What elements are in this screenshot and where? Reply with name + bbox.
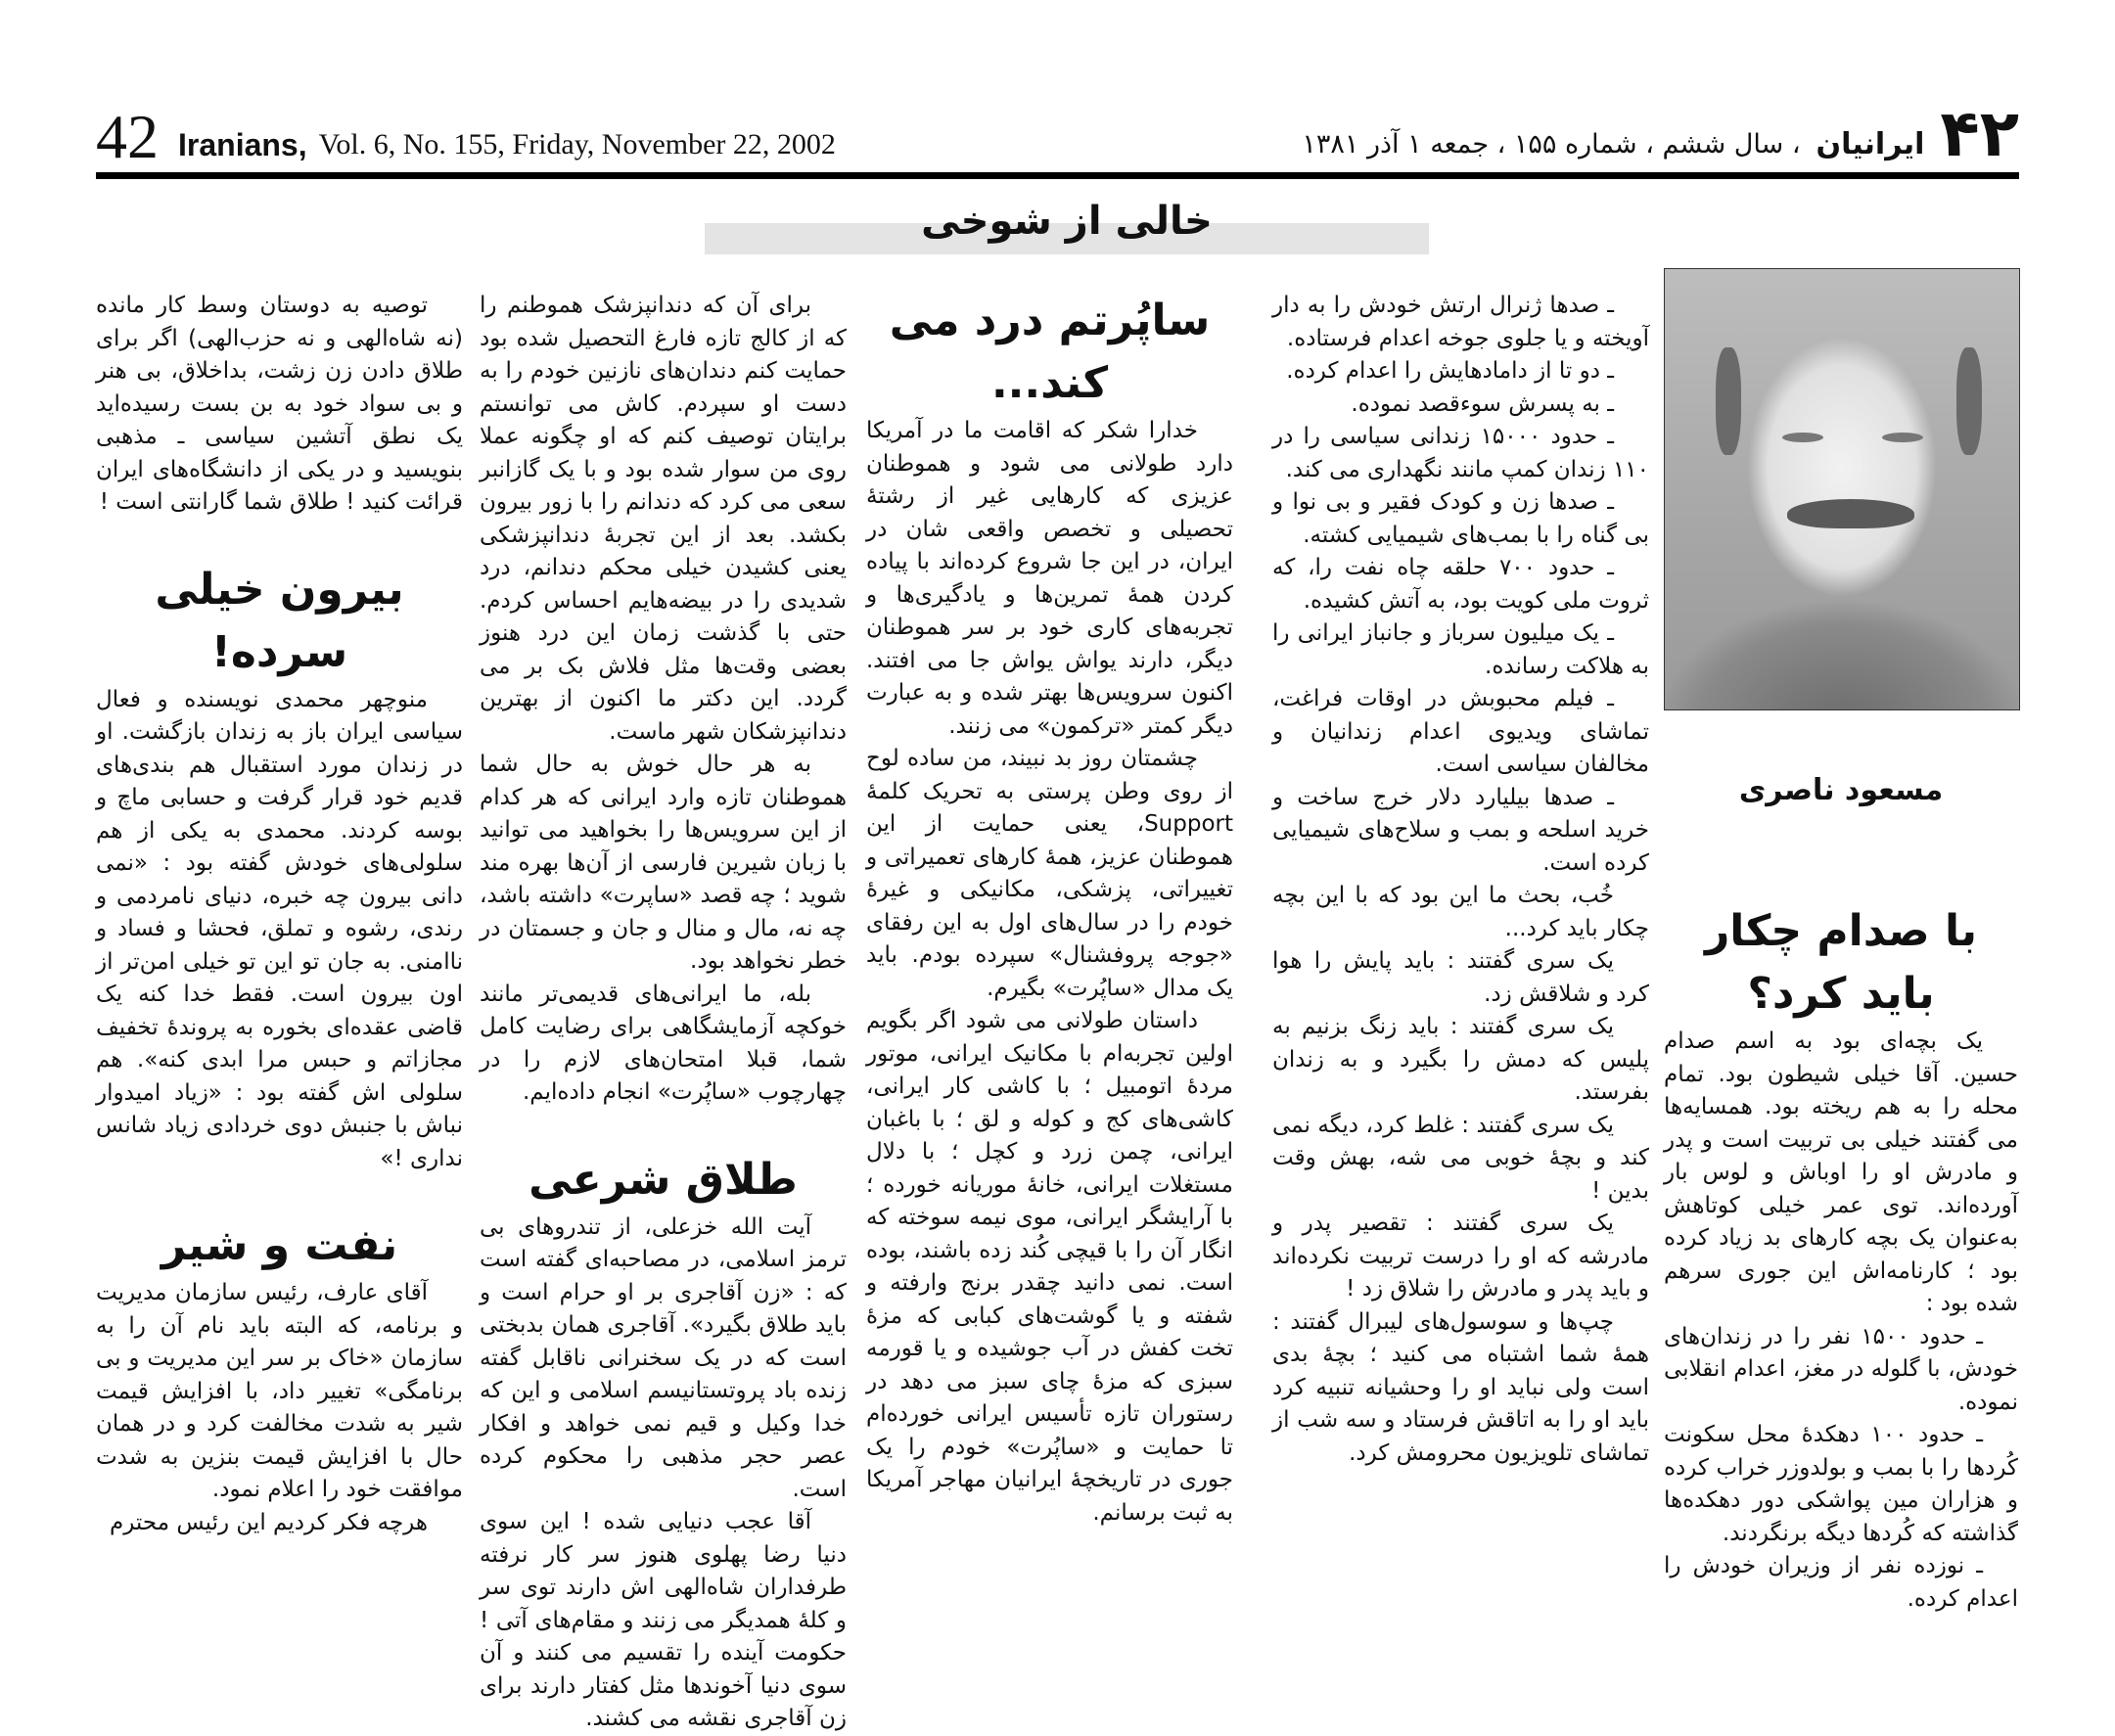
list-item: ـ فیلم محبوبش در اوقات فراغت، تماشای ویدیوی اعدام زندانیان و مخالفان سیاسی است.	[1272, 686, 1649, 777]
article-paragraph: منوچهر محمدی نویسنده و فعال سیاسی ایران باز به زندان بازگشت. او در زندان مورد استقبال هم بندی‌های قدیم خود قرار گرفت و حسابی ماچ و بوسه کردند. محمدی به یکی از هم سلولی‌های خودش گفته بود : «نمی دانی بیرون چه خبره، دنیای نامردمی و رندی، رشوه و تملق، فحشا و فساد و ناامنی. به جان تو این تو خیلی امن‌تر از اون بیرون است. فقط خدا کنه یک قاضی عقده‌ای بخوره به پروندهٔ تخفیف مجازاتم و حبس مرا ابدی کنه». هم سلولی اش گفته بود : «زیاد امیدوار نباش با جنبش دوی خردادی زیاد شانس نداری !»	[96, 686, 463, 1171]
article-paragraph: یک بچه‌ای بود به اسم صدام حسین. آقا خیلی شیطون بود. تمام محله را به هم ریخته بود. همسایه‌ها می گفتند خیلی بی تربیت است و پدر و مادرش او را اوباش و لوس بار آورده‌اند. توی عمر خیلی کوتاهش به‌عنوان یک بچه کارهای بد زیاد کرده بود ؛ کارنامه‌اش این جوری سرهم شده بود :	[1664, 1028, 2018, 1316]
masthead-english	[96, 102, 836, 171]
list-item: ـ نوزده نفر از وزیران خودش را اعدام کرده.	[1664, 1553, 2018, 1612]
article-headline: ساپُرتم درد می کند...	[889, 296, 1211, 408]
list-item: ـ حدود ۱۵۰۰۰ زندانی سیاسی را در ۱۱۰ زندان کمپ مانند نگهداری می کند.	[1272, 424, 1649, 482]
photo-detail	[1882, 433, 1923, 442]
list-item: ـ حدود ۷۰۰ حلقه چاه نفت را، که ثروت ملی کویت بود، به آتش کشیده.	[1272, 555, 1649, 614]
article-paragraph: توصیه به دوستان وسط کار مانده (نه شاه‌الهی و نه حزب‌الهی) اگر برای طلاق دادن زن زشت، بداخلاق، بی هنر و بی سواد خود به بن بست رسیده‌اید یک نطق آتشین سیاسی ـ مذهبی بنویسید و در یکی از دانشگاه‌های ایران قرائت کنید ! طلاق شما گارانتی است !	[96, 293, 463, 515]
page-number: 42	[96, 102, 159, 171]
article-paragraph: برای آن که دندانپزشک هموطنم را که از کالج تازه فارغ التحصیل شده بود حمایت کنم دندان‌های نازنین خودم را به دست او سپردم. کاش می توانستم برایتان توصیف کنم که او چگونه عملا روی من سوار شده بود و با یک گازانبر سعی می کرد که دندانم را با زور بیرون بکشد. بعد از این تجربهٔ دندانپزشکی یعنی کشیدن خیلی محکم دندانم، درد شدیدی را در بیضه‌هایم احساس کردم. حتی با گذشت زمان این درد هنوز بعضی وقت‌ها مثل فلاش بک بر می گردد. این دکتر ما اکنون از بهترین دندانپزشکان شهر ماست.	[480, 293, 847, 745]
article-paragraph: چپ‌ها و سوسول‌های لیبرال گفتند : همهٔ شما اشتباه می کنید ؛ بچهٔ بدی است ولی نباید او را وحشیانه تنبیه کرد باید او را به اتاقش فرستاد و سه شب از تماشای تلویزیون محرومش کرد.	[1272, 1308, 1649, 1466]
article-support	[866, 290, 1233, 1530]
article-headline: نفت و شیر	[161, 1220, 398, 1270]
article-headline: بیرون خیلی سرده!	[155, 564, 404, 677]
list-item: ـ حدود ۱۵۰۰ نفر را در زندان‌های خودش، با گلوله در مغز، اعدام انقلابی نموده.	[1664, 1323, 2018, 1415]
article-headline: با صدام چکار باید کرد؟	[1704, 906, 1978, 1019]
article-paragraph: آقا عجب دنیایی شده ! این سوی دنیا رضا پهلوی هنوز سر کار نرفته طرفداران شاه‌الهی اش دارند توی سر و کلهٔ همدیگر می زنند و مقام‌های آتی ! حکومت آینده را تقسیم می کنند و آن سوی دنیا آخوندها مثل کفتار دارند برای زن آقاجری نقشه می کشند.	[480, 1509, 847, 1731]
header-rule	[96, 172, 2019, 179]
article-paragraph: خدارا شکر که اقامت ما در آمریکا دارد طولانی می شود و هموطنان عزیزی که کارهایی غیر از رشتهٔ تحصیلی و تخصص واقعی شان در ایران، در این جا شروع کرده‌اند با پیاده کردن همهٔ تمرین‌ها و یادگیری‌ها و تجربه‌های کاری خود بر سر هموطنان دیگر، دارند یواش یواش جا می افتند. اکنون سرویس‌ها بهتر شده و به عبارت دیگر کمتر «ترکمون» می زنند.	[866, 418, 1233, 739]
article-paragraph: یک سری گفتند : غلط کرد، دیگه نمی کند و بچهٔ خوبی می شه، بهش وقت بدین !	[1272, 1112, 1649, 1204]
photo-caption: مسعود ناصری	[1738, 773, 1944, 807]
article-paragraph: آقای عارف، رئیس سازمان مدیریت و برنامه، که البته باید نام آن را به سازمان «خاک بر سر این مدیریت و بی برنامگی» تغییر داد، با افزایش قیمت شیر به شدت مخالفت کرد و در همان حال با افزایش قیمت بنزین به شدت موافقت خود را اعلام نمود.	[96, 1280, 463, 1502]
article-saddam-continued	[1272, 290, 1649, 1470]
article-paragraph: هرچه فکر کردیم این رئیس محترم	[109, 1509, 428, 1535]
article-saddam-start	[1664, 900, 2018, 1616]
article-paragraph: به هر حال خوش به حال شما هموطنان تازه وارد ایرانی که هر کدام از این سرویس‌ها را بخواهید می توانید با زبان شیرین فارسی از آن‌ها بهره مند شوید ؛ چه قصد «ساپرت» داشته باشد، چه نه، مال و منال و جان و جسمتان در خطر نخواهد بود.	[480, 752, 847, 974]
article-column-left	[96, 290, 463, 1539]
issue-info-persian: ، سال ششم ، شماره ۱۵۵ ، جمعه ۱ آذر ۱۳۸۱	[1302, 129, 1801, 160]
article-headline: طلاق شرعی	[529, 1154, 798, 1205]
page-number-persian: ۴۲	[1940, 96, 2019, 171]
list-item: ـ یک میلیون سرباز و جانباز ایرانی را به هلاکت رسانده.	[1272, 620, 1649, 679]
photo-detail	[1787, 499, 1914, 528]
article-paragraph: خُب، بحث ما این بود که با این بچه چکار باید کرد...	[1272, 883, 1649, 941]
article-paragraph: داستان طولانی می شود اگر بگویم اولین تجربه‌ام با مکانیک ایرانی، موتور مردهٔ اتومبیل ؛ با کاشی کار ایرانی، کاشی‌های کج و کوله و لق ؛ با باغبان ایرانی، چمن زرد و کچل ؛ با دلال مستغلات ایرانی، خانهٔ موریانه خورده ؛ با آرایشگر ایرانی، موی نیمه سوخته که انگار آن را با قیچی کُند زده باشند، بوده است. نمی دانید چقدر برنج وارفته و شفته و یا گوشت‌های کبابی که مزهٔ تخت کفش در آب جوشیده و یا قورمه سبزی که مزهٔ چای سبز می دهد در رستوران تازه تأسیس ایرانی خورده‌ام تا حمایت و «ساپُرت» خودم را یک جوری در تاریخچهٔ ایرانیان مهاجر آمریکا به ثبت برسانم.	[866, 1008, 1233, 1526]
masthead-persian	[1302, 96, 2019, 171]
article-paragraph: آیت الله خزعلی، از تندروهای بی ترمز اسلامی، در مصاحبه‌ای گفته است که : «زن آقاجری بر او حرام است و باید طلاق بگیرد». آقاجری همان بدبختی است که در یک سخنرانی ناقابل گفته زنده باد پروتستانیسم اسلامی و این که خدا وکیل و قیم نمی خواهد و افکار عصر حجر مذهبی را محکوم کرده است.	[480, 1213, 847, 1502]
section-title: خالی از شوخی	[921, 199, 1213, 244]
list-item: ـ صدها بیلیارد دلار خرج ساخت و خرید اسلحه و بمب و سلاح‌های شیمیایی کرده است.	[1272, 784, 1649, 876]
photo-detail	[1716, 347, 1741, 455]
photo-detail	[1782, 433, 1823, 442]
article-support-continued	[480, 290, 847, 1736]
photo-detail	[1956, 347, 1982, 455]
article-paragraph: یک سری گفتند : تقصیر پدر و مادرشه که او را درست تربیت نکرده‌اند و باید پدر و مادرش را شلاق زد !	[1272, 1211, 1649, 1302]
publication-name-persian: ایرانیان	[1816, 127, 1925, 161]
article-paragraph: یک سری گفتند : باید پایش را هوا کرد و شلاقش زد.	[1272, 948, 1649, 1007]
article-paragraph: چشمتان روز بد نبیند، من ساده لوح از روی وطن پرستی به تحریک کلمهٔ Support، یعنی حمایت از این هموطنان عزیز، همهٔ کارهای تعمیراتی و تغییراتی، پزشکی، مکانیکی و غیرهٔ خودم را در سال‌های اول به این رفقای «جوجه پروفشنال» سپرده بودم. باید یک مدال «ساپُرت» بگیرم.	[866, 746, 1233, 1001]
article-paragraph: بله، ما ایرانی‌های قدیمی‌تر مانند خوکچه آزمایشگاهی برای رضایت کامل شما، قبلا امتحان‌های لازم را در چهارچوب «ساپُرت» انجام داده‌ایم.	[480, 981, 847, 1105]
author-photo	[1664, 268, 2020, 710]
list-item: ـ صدها زن و کودک فقیر و بی نوا و بی گناه را با بمب‌های شیمیایی کشته.	[1272, 489, 1649, 548]
publication-name: Iranians,	[178, 127, 307, 162]
list-item: ـ حدود ۱۰۰ دهکدهٔ محل سکونت کُردها را با بمب و بولدوزر خراب کرده و هزاران مین پواشکی دور دهکده‌ها گذاشته که کُردها دیگه برنگردند.	[1664, 1422, 2018, 1546]
article-paragraph: یک سری گفتند : باید زنگ بزنیم به پلیس که دمش را بگیرد و به زندان بفرستد.	[1272, 1014, 1649, 1105]
list-item: ـ به پسرش سوءقصد نموده.	[1351, 390, 1614, 417]
issue-info: Vol. 6, No. 155, Friday, November 22, 2002	[318, 128, 836, 160]
list-item: ـ دو تا از دامادهایش را اعدام کرده.	[1286, 358, 1614, 384]
list-item: ـ صدها ژنرال ارتش خودش را به دار آویخته و یا جلوی جوخه اعدام فرستاده.	[1272, 293, 1649, 351]
